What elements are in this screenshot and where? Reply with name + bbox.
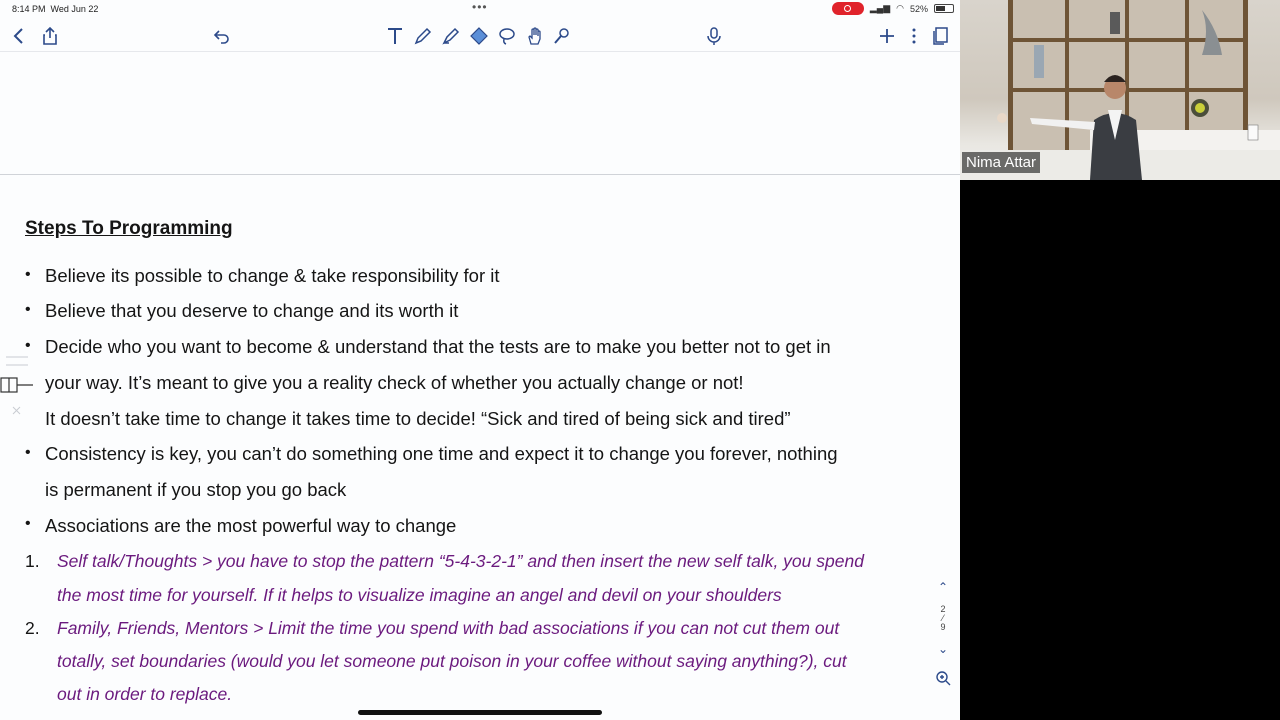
- highlighter-icon[interactable]: [439, 24, 463, 48]
- bullet-text: Associations are the most powerful way to change: [45, 515, 457, 536]
- bullet-dot: •: [25, 301, 31, 318]
- home-indicator[interactable]: [358, 710, 602, 715]
- undo-icon[interactable]: [210, 24, 234, 48]
- bullet-dot: •: [25, 515, 31, 532]
- multitask-dots-icon[interactable]: •••: [472, 0, 488, 14]
- list-number: 2.: [25, 618, 40, 638]
- page-navigator: ⌃ 2 ⁄ 9 ⌄: [930, 580, 956, 680]
- numbered-text-continued: the most time for yourself. If it helps to visualize imagine an angel and devil on your shoulders: [57, 585, 782, 605]
- bullet-dot: •: [25, 444, 31, 461]
- hand-icon[interactable]: [523, 24, 547, 48]
- pages-icon[interactable]: [929, 24, 953, 48]
- page-up-icon[interactable]: ⌃: [937, 580, 949, 594]
- battery-percent: 52%: [909, 3, 928, 14]
- numbered-text-continued: totally, set boundaries (would you let someone put poison in your coffee without saying anything?), cut: [57, 651, 847, 671]
- signal-icon: ▂▄▆: [869, 3, 891, 13]
- status-bar: [0, 0, 960, 18]
- numbered-text-continued: out in order to replace.: [57, 684, 233, 704]
- bullet-text: Decide who you want to become & understand that the tests are to make you better not to get in: [45, 336, 831, 357]
- eraser-icon[interactable]: [467, 24, 491, 48]
- add-icon[interactable]: [875, 24, 899, 48]
- participant-name: Nima Attar: [962, 152, 1040, 173]
- screen-record-icon[interactable]: [832, 2, 864, 15]
- empty-video-area: [960, 180, 1280, 720]
- bullet-dot: •: [25, 337, 31, 354]
- zoom-icon[interactable]: [930, 670, 956, 688]
- status-date: Wed Jun 22: [50, 4, 99, 14]
- page-down-icon[interactable]: ⌄: [937, 642, 949, 656]
- share-icon[interactable]: [38, 24, 62, 48]
- numbered-text: Family, Friends, Mentors > Limit the time you spend with bad associations if you can not cut them out: [57, 618, 840, 638]
- total-page-number: 9: [940, 622, 946, 632]
- bullet-text: Believe that you deserve to change and its worth it: [45, 300, 459, 321]
- list-number: 1.: [25, 551, 40, 571]
- microphone-icon[interactable]: [702, 24, 726, 48]
- lasso-icon[interactable]: [495, 24, 519, 48]
- pen-icon[interactable]: [411, 24, 435, 48]
- bullet-text: Believe its possible to change & take responsibility for it: [45, 265, 500, 286]
- toolbar: [0, 20, 960, 52]
- current-page-number: 2: [940, 604, 946, 614]
- video-tile: [960, 0, 1280, 180]
- floating-toolbar-handle[interactable]: [0, 347, 34, 417]
- wifi-icon: ◠: [896, 3, 904, 13]
- magic-wand-icon[interactable]: [550, 24, 574, 48]
- status-time: 8:14 PM: [12, 4, 46, 14]
- text-tool-icon[interactable]: [383, 24, 407, 48]
- battery-icon: [934, 4, 954, 13]
- numbered-text: Self talk/Thoughts > you have to stop the pattern “5-4-3-2-1” and then insert the new self talk, you spend: [57, 551, 864, 571]
- bullet-text-continued: is permanent if you stop you go back: [45, 479, 347, 500]
- bullet-dot: •: [25, 266, 31, 283]
- bullet-text-continued: your way. It’s meant to give you a reality check of whether you actually change or not!: [45, 372, 744, 393]
- bullet-text-continued: It doesn’t take time to change it takes time to decide! “Sick and tired of being sick and tired”: [45, 408, 791, 429]
- previous-page: [0, 52, 960, 175]
- page-title: Steps To Programming: [25, 218, 233, 239]
- note-page[interactable]: [0, 176, 960, 720]
- more-icon[interactable]: [902, 24, 926, 48]
- back-icon[interactable]: [7, 24, 31, 48]
- bullet-text: Consistency is key, you can’t do something one time and expect it to change you forever, nothing: [45, 443, 838, 464]
